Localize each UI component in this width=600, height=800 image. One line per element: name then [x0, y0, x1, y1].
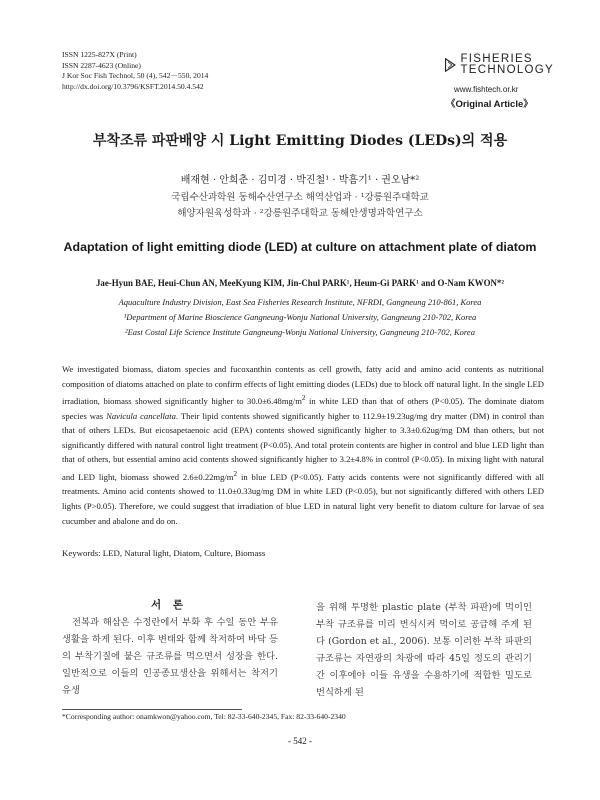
- english-affiliation-1: Aquaculture Industry Division, East Sea Fisheries Research Institute, NFRDI, Gangneung 210-861, Korea: [118, 297, 482, 307]
- article-type: 《Original Article》: [446, 99, 533, 110]
- body-right-column: 을 위해 투명한 plastic plate (부착 파판)에 먹이인 부착 규조류를 미리 번식시켜 먹이로 공급해 주게 된다 (Gordon et al., 2006). 보통 이러한 부착 파판의 규조류는 자연광의 차광에 따라 45일 정도의 관리기간 이후에야 이들 유생을 수용하기에 적합한 밀도로 번식하게 된: [316, 602, 532, 698]
- doi: http://dx.doi.org/10.3796/KSFT.2014.50.4.542: [62, 81, 204, 91]
- english-authors: Jae-Hyun BAE, Heui-Chun AN, MeeKyung KIM, Jin-Chul PARK¹, Heum-Gi PARK¹ and O-Nam KWON*²: [95, 278, 505, 288]
- abstract: [62, 362, 544, 528]
- footnote-divider: [62, 709, 242, 710]
- issn-print: ISSN 1225-827X (Print): [62, 50, 137, 59]
- abstract-part-1: We investigated biomass, diatom species and fucoxanthin contents as cell growth, fatty acid and amino acid contents as nutritional composition of diatoms attached on plate to confirm effects of light emitting diodes (LEDs) due to block off natural light. In the single LED irradiation, biomass showed significantly higher to 30.0±6.48mg/m: [62, 364, 544, 407]
- abstract-part-4: in blue LED (P<0.05). Fatty acids contents were not significantly differed with all treatments. Amino acid contents showed to 11.0±0.33ug/mg DM in white LED (P<0.05), but not significantly differed with others LED lights (P>0.05). Therefore, we could suggest that irradiation of blue LED in natural light very benefit to diatom culture for larvae of sea cucumber and abalone and do on.: [62, 471, 544, 526]
- korean-title: 부착조류 파판배양 시 Light Emitting Diodes (LEDs)의 적용: [92, 133, 508, 149]
- logo-line2: TECHNOLOGY: [460, 64, 554, 76]
- journal-meta: [62, 50, 208, 92]
- korean-authors: 배재현 · 안희춘 · 김미경 · 박진철¹ · 박흠기¹ · 권오남*²: [180, 175, 420, 186]
- journal-url[interactable]: www.fishtech.or.kr: [454, 85, 519, 94]
- korean-affiliation-1: 국립수산과학원 동해수산연구소 해역산업과 · ¹강릉원주대학교: [171, 192, 429, 203]
- korean-affiliation-2: 해양자원육성학과 · ²강릉원주대학교 동해안생명과학연구소: [177, 208, 423, 219]
- logo-line1: FISHERIES: [460, 53, 533, 65]
- issn-online: ISSN 2287-4623 (Online): [62, 60, 141, 70]
- fish-logo-icon: [444, 55, 456, 75]
- abstract-superscript-1: 2: [301, 394, 306, 403]
- body-left-column: 전복과 해삼은 수정란에서 부화 후 수일 동안 부유생활을 하게 된다. 이후 변태와 함께 착저하여 바닥 등의 부착기질에 붙은 규조류를 먹으면서 성장을 한다. 일반적으로 이들의 인공종묘생산을 위해서는 착저기 유생: [62, 617, 278, 696]
- corresponding-author-footnote: *Corresponding author: onamkwon@yahoo.com, Tel: 82-33-640-2345, Fax: 82-33-640-2340: [62, 712, 346, 721]
- abstract-superscript-2: 2: [233, 470, 238, 479]
- keywords: Keywords: LED, Natural light, Diatom, Culture, Biomass: [62, 548, 266, 558]
- abstract-part-2: in white LED than that of others (P<0.05). The dominate diatom species was: [62, 396, 544, 421]
- abstract-species: Navicula cancellata: [106, 410, 176, 421]
- english-affiliation-3: ²East Costal Life Science Institute Gangneung-Wonju National University, Gangneung 210-702, Korea: [125, 327, 475, 337]
- journal-logo: [444, 54, 554, 76]
- citation: J Kor Soc Fish Technol, 50 (4), 542－550, 2014: [62, 71, 209, 80]
- section-title-introduction: 서 론: [151, 599, 187, 611]
- abstract-part-3: . Their lipid contents showed significantly higher to 112.9±19.23ug/mg dry matter (DM) in control than that of others LEDs. But eicosapetaenoic acid (EPA) contents showed significantly higher to 3.3±0.62ug/mg DM than others, but not significantly differed with natural control light treatment (P<0.05). And total protein contents are higher in control and blue LED light than that of others, but essential amino acid contents showed significantly higher to 3.2±4.8% in control (P<0.05). In mixing light with natural and LED light, biomass showed 2.6±0.22mg/m: [62, 410, 545, 482]
- page-number: - 542 -: [288, 736, 312, 746]
- english-affiliation-2: ¹Department of Marine Bioscience Gangneung-Wonju National University, Gangneung 210-702, Korea: [123, 312, 477, 322]
- english-title: Adaptation of light emitting diode (LED) at culture on attachment plate of diatom: [63, 240, 537, 254]
